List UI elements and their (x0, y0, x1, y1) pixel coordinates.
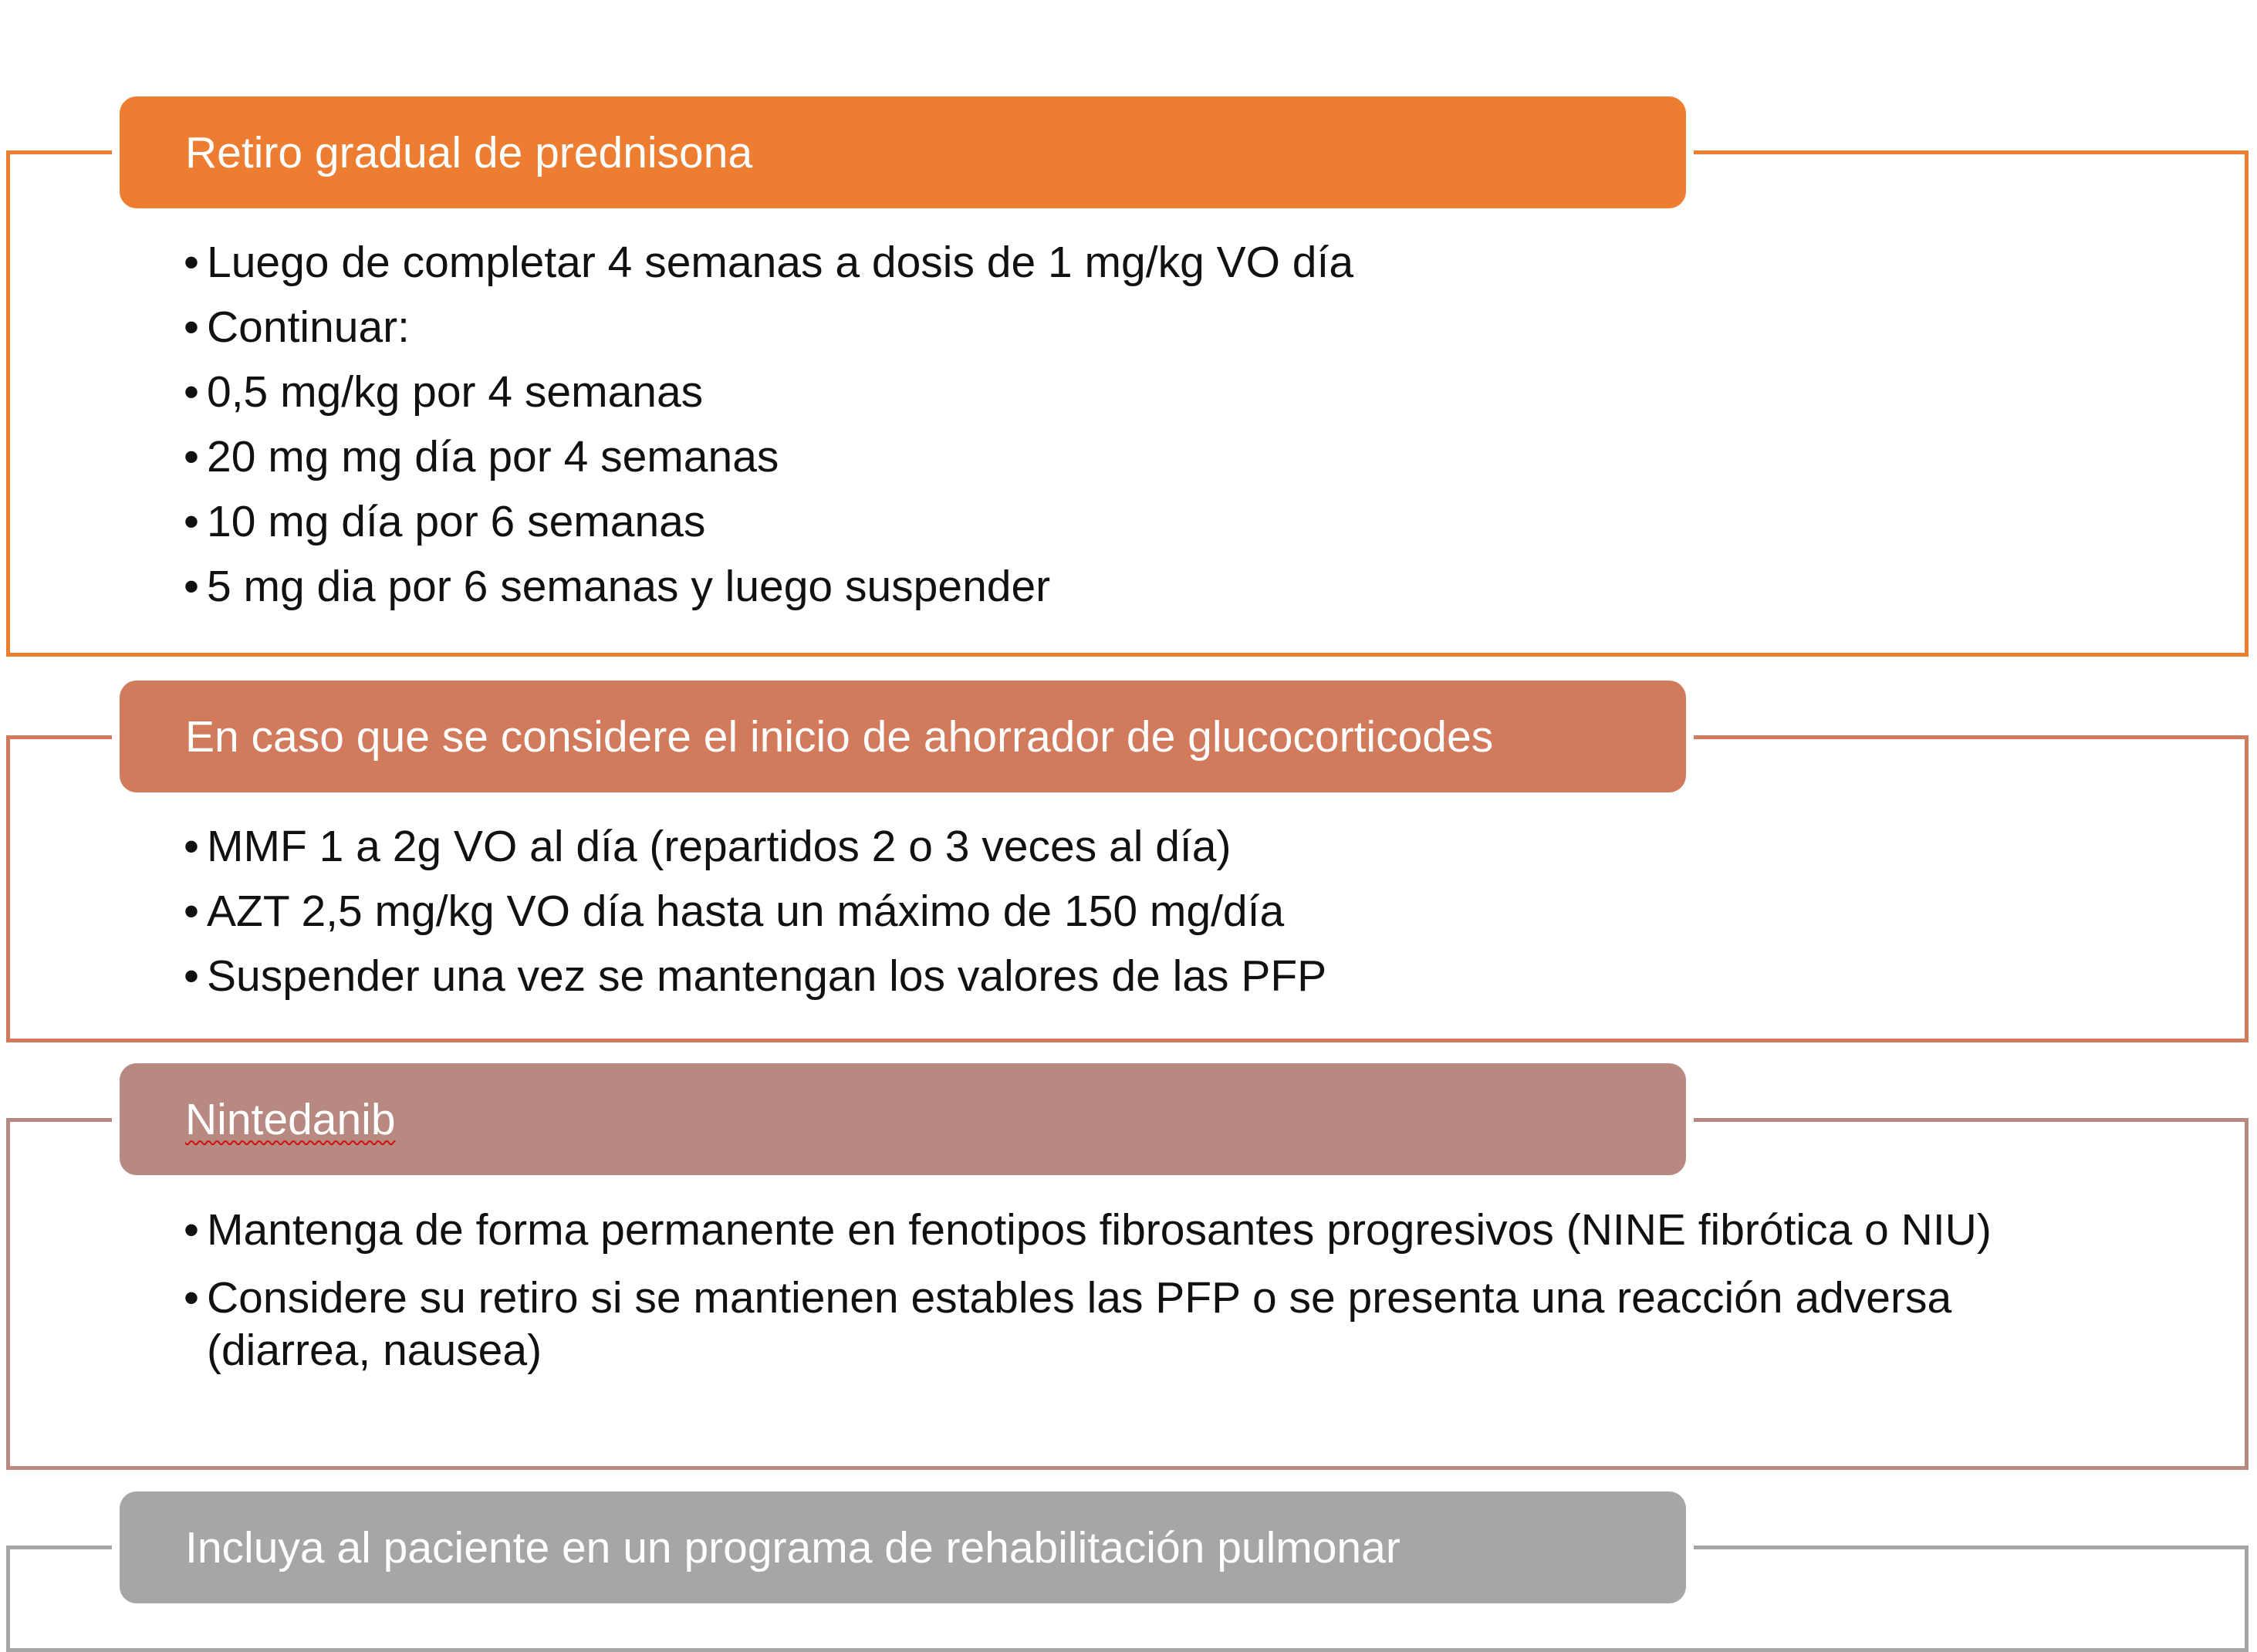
list-item (184, 944, 1326, 1008)
bullet: • (184, 887, 199, 936)
list-item (184, 879, 1326, 944)
bullet: • (184, 951, 199, 1001)
item-text: Suspender una vez se mantengan los valores de las PFP (207, 951, 1327, 1001)
bullet: • (184, 432, 199, 481)
bullet: • (184, 238, 199, 287)
section-title: En caso que se considere el inicio de ahorrador de glucocorticodes (185, 711, 1494, 762)
item-text: 5 mg dia por 6 semanas y luego suspender (207, 562, 1051, 611)
item-text: Mantenga de forma permanente en fenotipos fibrosantes progresivos (NINE fibrótica o NIU) (207, 1205, 1992, 1255)
item-text: MMF 1 a 2g VO al día (repartidos 2 o 3 veces al día) (207, 822, 1232, 871)
bullet: • (184, 1273, 199, 1323)
item-text: Continuar: (207, 302, 410, 352)
list-item (184, 295, 1353, 360)
list-item (184, 814, 1326, 879)
bullet: • (184, 497, 199, 546)
item-text: Considere su retiro si se mantienen estables las PFP o se presenta una reacción adversa (diarrea, nausea) (207, 1273, 1952, 1375)
section-header-steroid-sparing (120, 681, 1686, 792)
section-list-prednisone (184, 230, 1353, 619)
item-text: 10 mg día por 6 semanas (207, 497, 706, 546)
section-title: Nintedanib (185, 1094, 396, 1144)
item-text: 20 mg mg día por 4 semanas (207, 432, 779, 481)
list-item (184, 489, 1353, 554)
section-header-nintedanib (120, 1063, 1686, 1175)
bullet: • (184, 367, 199, 417)
section-title: Retiro gradual de prednisona (185, 127, 753, 177)
list-item (184, 1204, 2074, 1256)
section-title: Incluya al paciente en un programa de rehabilitación pulmonar (185, 1522, 1400, 1573)
section-header-prednisone (120, 96, 1686, 208)
item-text: AZT 2,5 mg/kg VO día hasta un máximo de 150 mg/día (207, 887, 1285, 936)
list-item (184, 424, 1353, 489)
list-item (184, 554, 1353, 619)
bullet: • (184, 302, 199, 352)
list-item (184, 360, 1353, 424)
item-text: Luego de completar 4 semanas a dosis de 1 mg/kg VO día (207, 238, 1354, 287)
bullet: • (184, 562, 199, 611)
list-item (184, 230, 1353, 295)
section-header-rehabilitation (120, 1492, 1686, 1603)
list-item (184, 1272, 2074, 1377)
section-list-steroid-sparing (184, 814, 1326, 1008)
section-list-nintedanib (184, 1204, 2074, 1392)
item-text: 0,5 mg/kg por 4 semanas (207, 367, 704, 417)
bullet: • (184, 1205, 199, 1255)
bullet: • (184, 822, 199, 871)
